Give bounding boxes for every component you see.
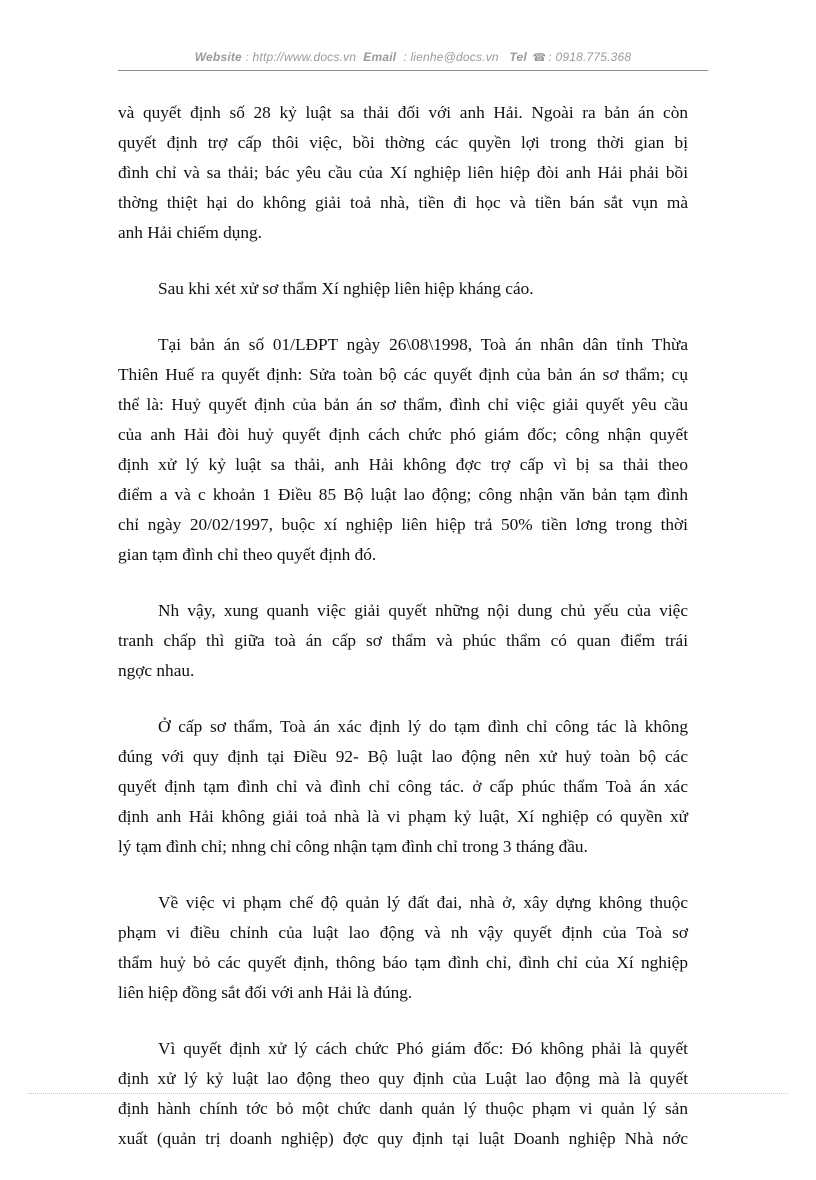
email-label: Email [363, 50, 397, 64]
text-line: liên hiệp đồng sắt đối với anh Hải là đúng. [118, 983, 413, 1002]
page-header [118, 50, 708, 64]
document-body [118, 98, 688, 1180]
text-line: điểm a và c khoản 1 Điều 85 Bộ luật lao động; công nhận văn bản tạm đình [118, 485, 688, 504]
text-line: định xử lý kỷ luật sa thải, anh Hải không đợc trợ cấp vì bị sa thải theo [118, 455, 688, 474]
text-line: phạm vi điều chỉnh của luật lao động và nh vậy quyết định của Toà sơ [118, 923, 688, 942]
text-line: đình chỉ và sa thải; bác yêu cầu của Xí nghiệp liên hiệp đòi anh Hải phải bồi [118, 163, 688, 182]
text-line: xuất (quản trị doanh nghiệp) đợc quy định tại luật Doanh nghiệp Nhà nớc [118, 1129, 688, 1148]
text-line: Ở cấp sơ thẩm, Toà án xác định lý do tạm đình chỉ công tác là không [158, 717, 688, 736]
paragraph-5 [118, 712, 688, 862]
footer-divider [28, 1093, 788, 1094]
paragraph-3 [118, 330, 688, 570]
email-value[interactable]: : lienhe@docs.vn [403, 50, 499, 64]
text-line: Vì quyết định xử lý cách chức Phó giám đốc: Đó không phải là quyết [158, 1039, 688, 1058]
paragraph-6 [118, 888, 688, 1008]
text-line: định anh Hải không giải toả nhà là vi phạm kỷ luật, Xí nghiệp có quyền xử [118, 807, 688, 826]
paragraph-2 [118, 274, 688, 304]
text-line: của anh Hải đòi huỷ quyết định cách chức phó giám đốc; công nhận quyết [118, 425, 688, 444]
text-line: đúng với quy định tại Điều 92- Bộ luật lao động nên xử huỷ toàn bộ các [118, 747, 688, 766]
text-line: thờng thiệt hại do không giải toả nhà, tiền đi học và tiền bán sắt vụn mà [118, 193, 688, 212]
text-line: thẩm huỷ bỏ các quyết định, thông báo tạm đình chỉ, đình chỉ của Xí nghiệp [118, 953, 688, 972]
website-value[interactable]: : http://www.docs.vn [245, 50, 357, 64]
text-line: gian tạm đình chỉ theo quyết định đó. [118, 545, 377, 564]
text-line: quyết định trợ cấp thôi việc, bồi thờng các quyền lợi trong thời gian bị [118, 133, 688, 152]
text-line: Nh vậy, xung quanh việc giải quyết những nội dung chủ yếu của việc [158, 601, 688, 620]
text-line: Sau khi xét xử sơ thẩm Xí nghiệp liên hiệp kháng cáo. [158, 279, 534, 298]
text-line: anh Hải chiếm dụng. [118, 223, 262, 242]
header-divider [118, 70, 708, 71]
paragraph-4 [118, 596, 688, 686]
text-line: tranh chấp thì giữa toà án cấp sơ thẩm và phúc thẩm có quan điểm trái [118, 631, 688, 650]
website-label: Website [194, 50, 242, 64]
text-line: Tại bản án số 01/LĐPT ngày 26\08\1998, Toà án nhân dân tỉnh Thừa [158, 335, 688, 354]
text-line: và quyết định số 28 kỷ luật sa thải đối với anh Hải. Ngoài ra bản án còn [118, 103, 688, 122]
text-line: Thiên Huế ra quyết định: Sửa toàn bộ các quyết định của bản án sơ thẩm; cụ [118, 365, 688, 384]
tel-value: : 0918.775.368 [548, 50, 632, 64]
phone-icon: ☎ [532, 52, 547, 64]
paragraph-7 [118, 1034, 688, 1154]
text-line: định xử lý kỷ luật lao động theo quy định của Luật lao động mà là quyết [118, 1069, 688, 1088]
text-line: Về việc vi phạm chế độ quản lý đất đai, nhà ở, xây dựng không thuộc [158, 893, 688, 912]
text-line: quyết định tạm đình chỉ và đình chỉ công tác. ở cấp phúc thẩm Toà án xác [118, 777, 688, 796]
paragraph-1 [118, 98, 688, 248]
text-line: định hành chính tớc bỏ một chức danh quản lý thuộc phạm vi quản lý sản [118, 1099, 688, 1118]
text-line: ngợc nhau. [118, 661, 195, 680]
text-line: lý tạm đình chỉ; nhng chỉ công nhận tạm đình chỉ trong 3 tháng đầu. [118, 837, 588, 856]
text-line: thể là: Huỷ quyết định của bản án sơ thẩm, đình chỉ việc giải quyết yêu cầu [118, 395, 688, 414]
tel-label: Tel [509, 50, 527, 64]
text-line: chỉ ngày 20/02/1997, buộc xí nghiệp liên hiệp trả 50% tiền lơng trong thời [118, 515, 688, 534]
